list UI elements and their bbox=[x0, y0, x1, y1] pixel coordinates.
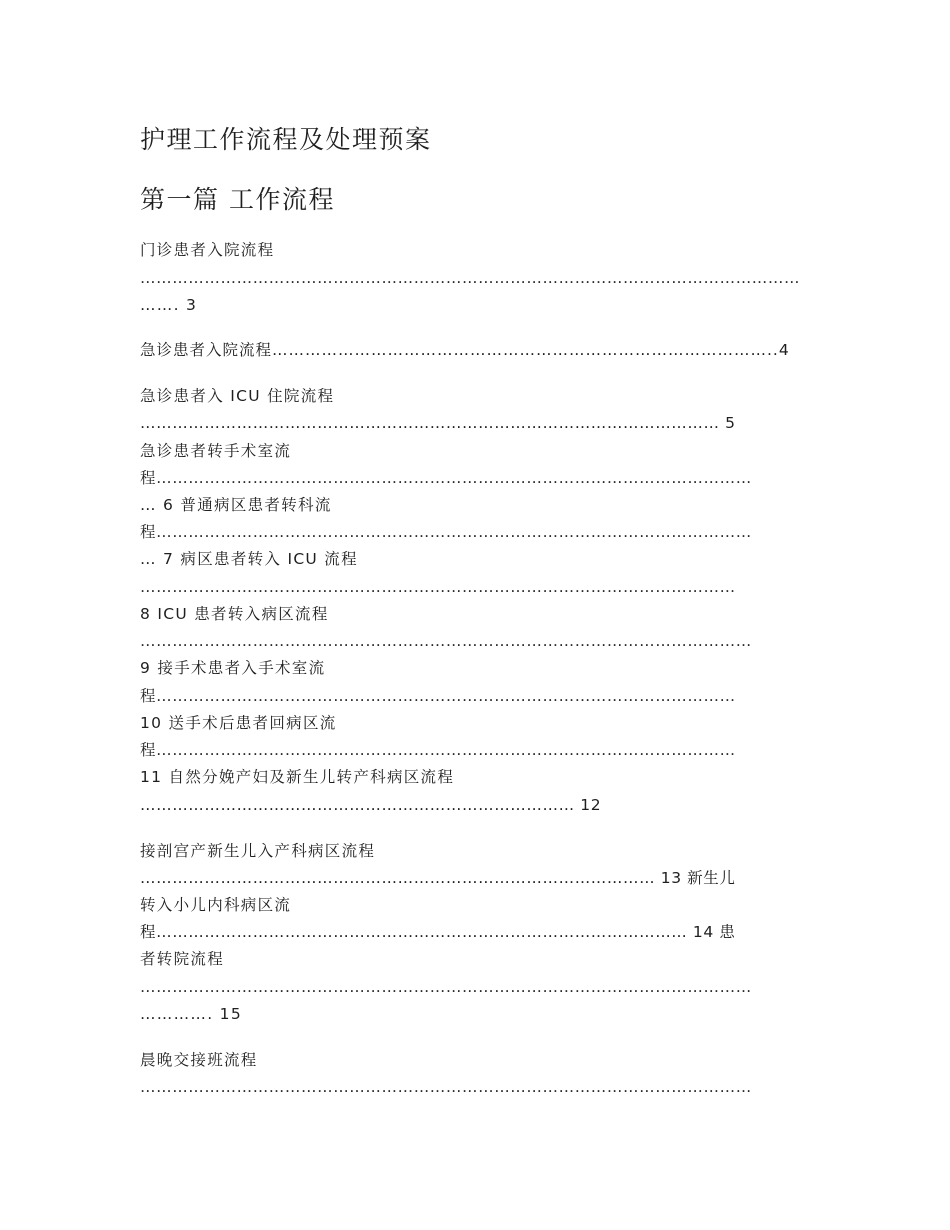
toc-line: 急诊患者入 ICU 住院流程 bbox=[140, 387, 335, 405]
toc-line: 急诊患者转手术室流 bbox=[140, 442, 292, 460]
toc-leader-line: …………………………………………………………………………………………………… bbox=[140, 632, 752, 650]
toc-line: ……………………………………………………………………………………………… 5 bbox=[140, 414, 736, 432]
toc-leader-line: 程………………………………………………………………………………………………… bbox=[140, 523, 752, 541]
toc-line: 晨晚交接班流程 bbox=[140, 1051, 258, 1069]
toc-leader-line: 程……………………………………………………………………………………………… bbox=[140, 687, 736, 705]
toc-line: ……………………………………………………………………… 12 bbox=[140, 796, 602, 814]
toc-line: … 6 普通病区患者转科流 bbox=[140, 496, 332, 514]
toc-line: … 7 病区患者转入 ICU 流程 bbox=[140, 550, 358, 568]
toc-leader-line: …………………………………………………………………………………………………… bbox=[140, 1078, 752, 1096]
section-title: 第一篇 工作流程 bbox=[140, 185, 335, 214]
toc-leader-line: …………………………………………………………………………………………………… bbox=[140, 978, 752, 996]
toc-leader-line: 程………………………………………………………………………………………………… bbox=[140, 469, 752, 487]
toc-leader-line: 程……………………………………………………………………………………………… bbox=[140, 741, 736, 759]
toc-line: 急诊患者入院流程………………………………………………………………………………..4 bbox=[140, 341, 790, 359]
toc-line: …………. 15 bbox=[140, 1005, 242, 1023]
toc-leader-line: ………………………………………………………………………………………………… bbox=[140, 578, 736, 596]
toc-line: 程……………………………………………………………………………………… 14 患 bbox=[140, 923, 736, 941]
toc-line: …………………………………………………………………………………… 13 新生儿 bbox=[140, 869, 736, 887]
toc-leader-line: …………………………………………………………………………………………………………… bbox=[140, 269, 801, 287]
toc-line: 者转院流程 bbox=[140, 950, 225, 968]
toc-line: 9 接手术患者入手术室流 bbox=[140, 659, 326, 677]
toc-line: 10 送手术后患者回病区流 bbox=[140, 714, 337, 732]
toc-line: 接剖宫产新生儿入产科病区流程 bbox=[140, 842, 376, 860]
toc-line: 8 ICU 患者转入病区流程 bbox=[140, 605, 329, 623]
toc-line: ……. 3 bbox=[140, 296, 198, 314]
page-title: 护理工作流程及处理预案 bbox=[140, 125, 432, 154]
toc-line: 转入小儿内科病区流 bbox=[140, 896, 292, 914]
toc-line: 门诊患者入院流程 bbox=[140, 241, 275, 259]
toc-line: 11 自然分娩产妇及新生儿转产科病区流程 bbox=[140, 768, 455, 786]
